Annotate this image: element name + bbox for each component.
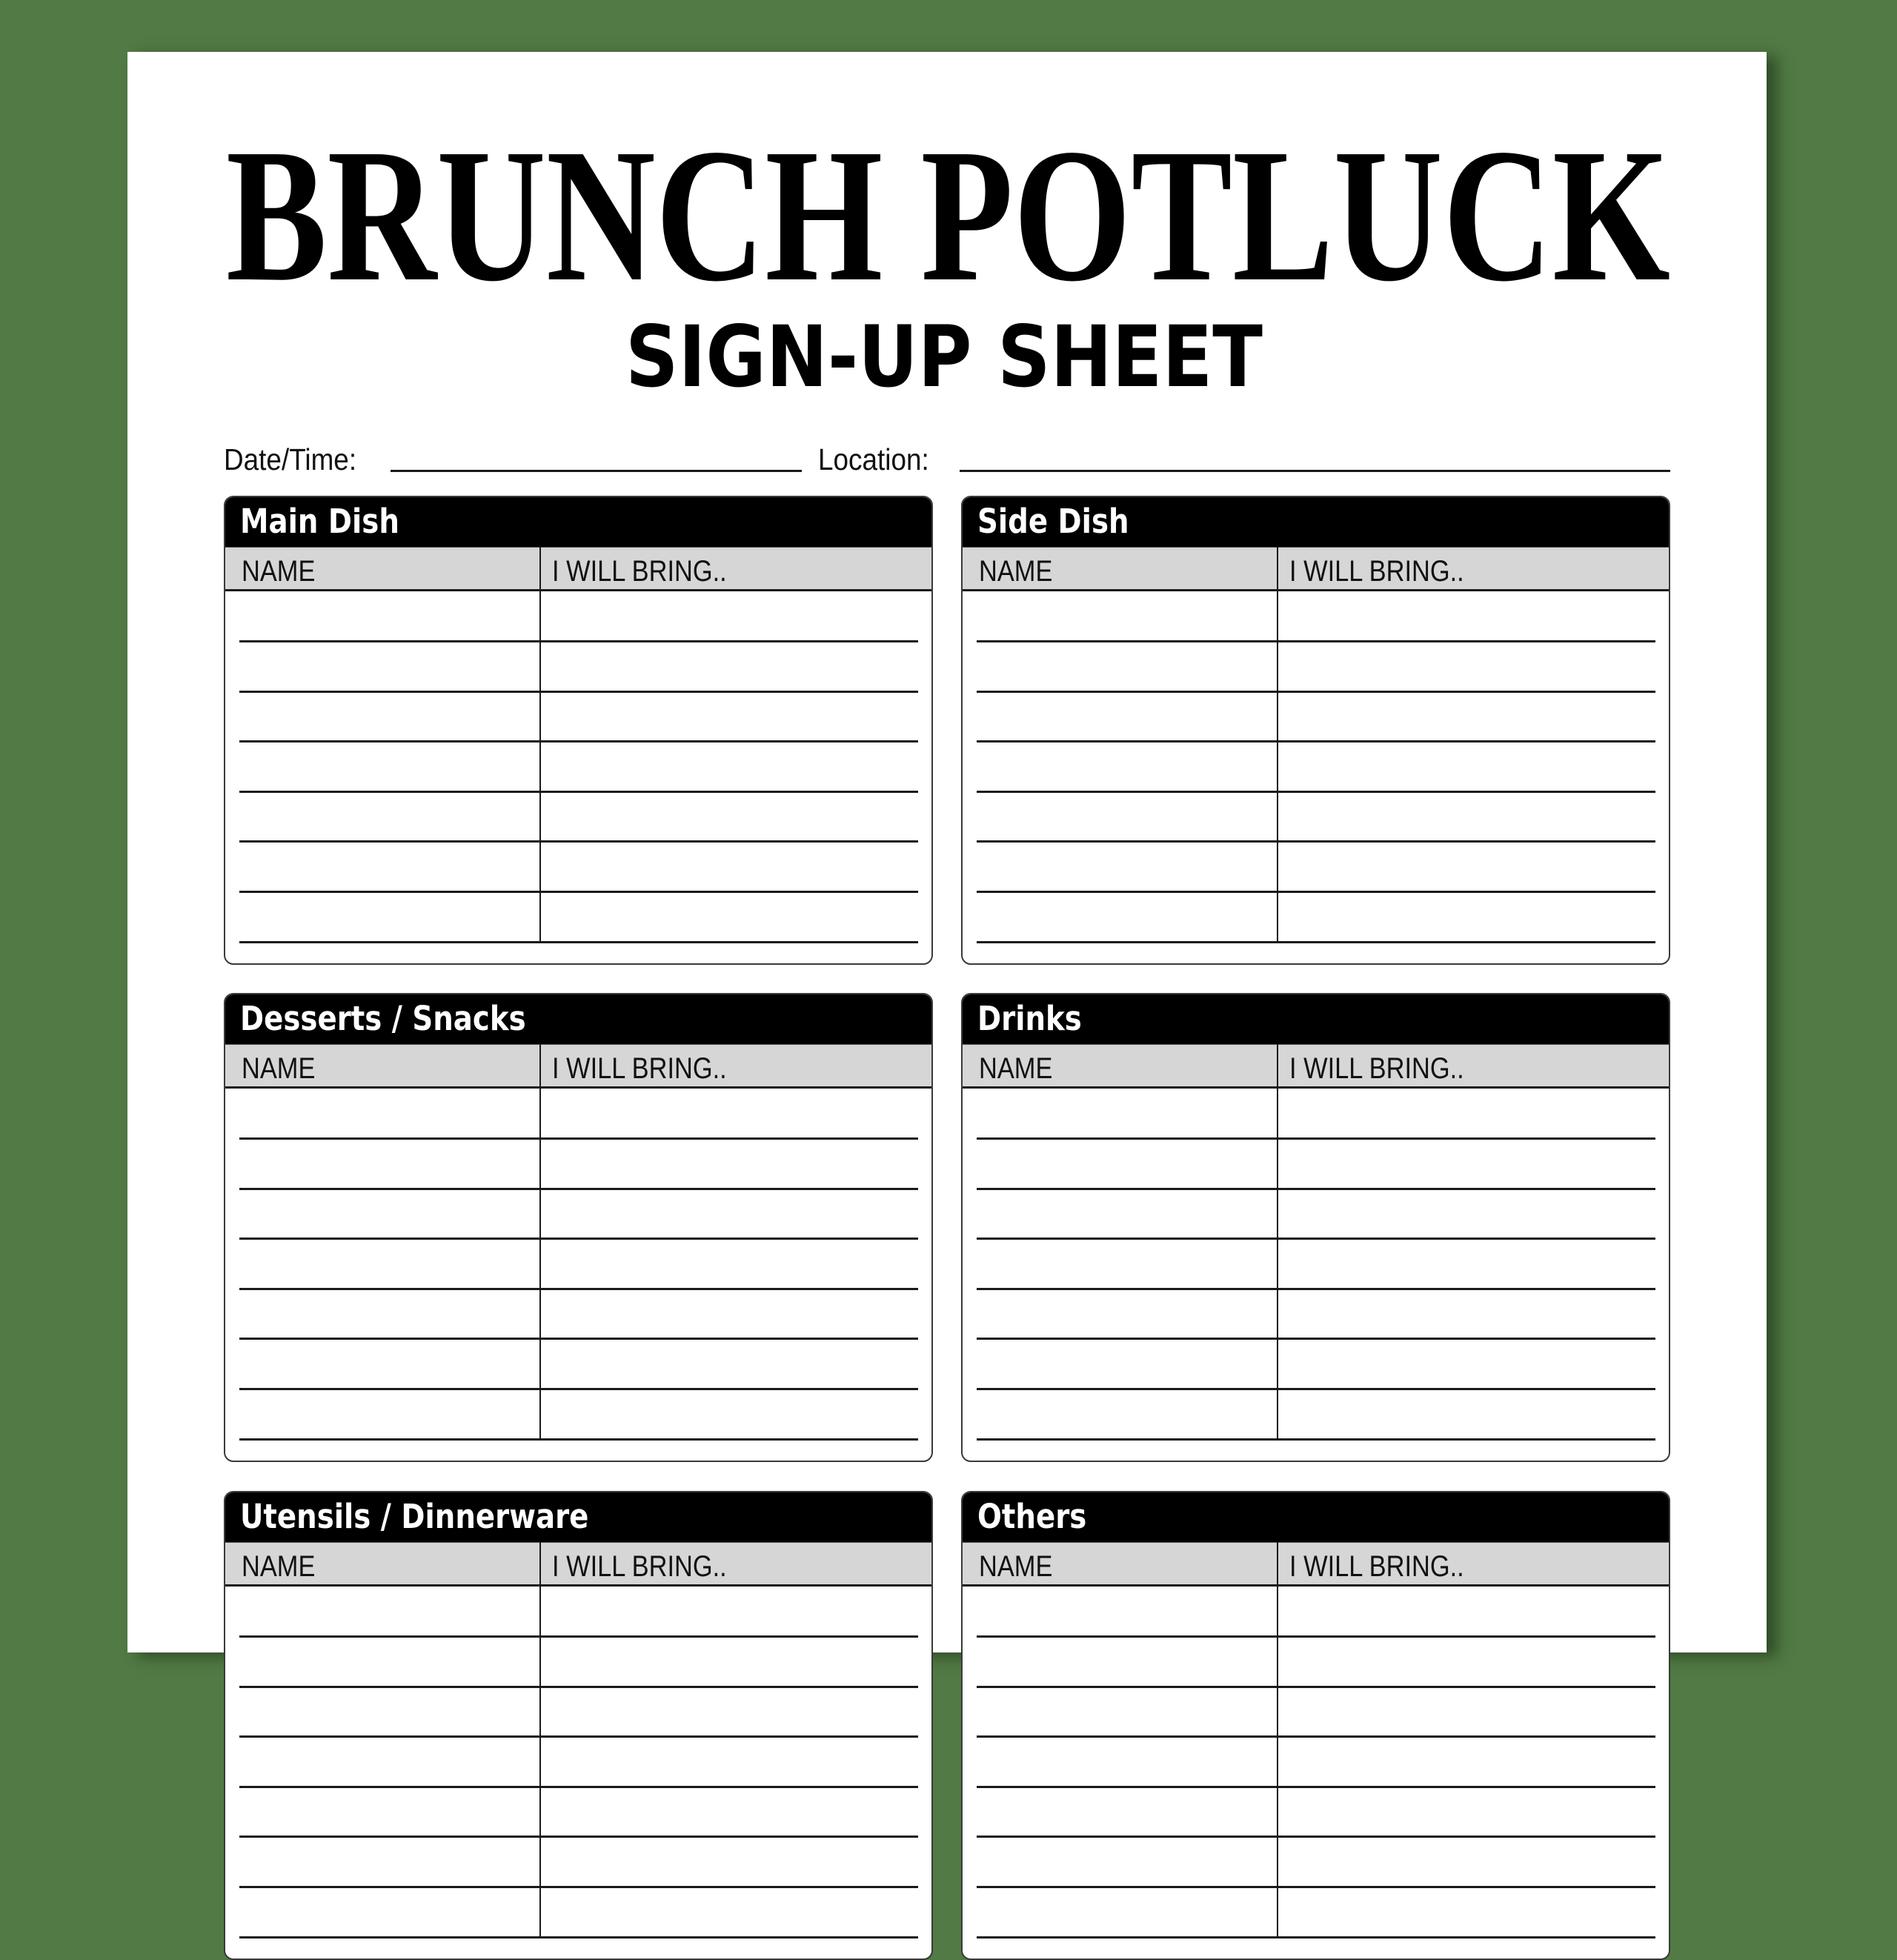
bring-cell[interactable] (542, 1139, 930, 1189)
bring-cell[interactable] (1280, 692, 1667, 742)
section-utensils-dinnerware (224, 1491, 933, 1960)
bring-cell[interactable] (1280, 1239, 1667, 1289)
bring-cell[interactable] (542, 1389, 930, 1440)
column-header-row (225, 547, 931, 591)
name-cell[interactable] (227, 591, 538, 642)
name-cell[interactable] (964, 792, 1275, 842)
bring-cell[interactable] (1280, 742, 1667, 792)
section-header (963, 994, 1669, 1044)
location-field[interactable] (960, 470, 1670, 472)
bring-cell[interactable] (542, 742, 930, 792)
location-label: Location: (818, 442, 929, 476)
name-cell[interactable] (227, 792, 538, 842)
bring-cell[interactable] (1280, 892, 1667, 943)
column-divider (1277, 1542, 1278, 1939)
column-divider (539, 547, 541, 943)
row-line (239, 941, 918, 943)
bring-cell[interactable] (542, 1787, 930, 1837)
name-cell[interactable] (227, 1787, 538, 1837)
name-cell[interactable] (227, 1189, 538, 1239)
bring-cell[interactable] (1280, 792, 1667, 842)
name-cell[interactable] (964, 842, 1275, 892)
column-divider (1277, 547, 1278, 943)
bring-cell[interactable] (542, 591, 930, 642)
column-header-row (225, 1542, 931, 1587)
column-header-row (225, 1044, 931, 1089)
bring-cell[interactable] (542, 1089, 930, 1139)
section-desserts-snacks (224, 993, 933, 1462)
row-line (977, 1936, 1655, 1939)
name-cell[interactable] (227, 1289, 538, 1339)
section-title: Utensils / Dinnerware (240, 1497, 589, 1536)
bring-cell[interactable] (542, 1339, 930, 1389)
name-cell[interactable] (964, 1139, 1275, 1189)
name-cell[interactable] (227, 842, 538, 892)
bring-cell[interactable] (1280, 1587, 1667, 1637)
name-cell[interactable] (964, 1189, 1275, 1239)
section-header (963, 1492, 1669, 1542)
name-cell[interactable] (964, 892, 1275, 943)
name-cell[interactable] (964, 1837, 1275, 1887)
bring-cell[interactable] (542, 842, 930, 892)
section-main-dish (224, 496, 933, 965)
row-line (239, 1438, 918, 1441)
name-cell[interactable] (227, 1339, 538, 1389)
bring-cell[interactable] (542, 1637, 930, 1687)
column-header-row (963, 1542, 1669, 1587)
name-cell[interactable] (227, 1389, 538, 1440)
bring-cell[interactable] (1280, 1737, 1667, 1787)
column-divider (539, 1542, 541, 1939)
row-line (977, 1438, 1655, 1441)
bring-cell[interactable] (1280, 1139, 1667, 1189)
name-cell[interactable] (227, 1737, 538, 1787)
name-cell[interactable] (227, 1139, 538, 1189)
name-cell[interactable] (227, 1239, 538, 1289)
section-title: Others (977, 1497, 1087, 1536)
bring-cell[interactable] (1280, 1089, 1667, 1139)
name-cell[interactable] (227, 1887, 538, 1938)
bring-cell[interactable] (1280, 591, 1667, 642)
column-divider (1277, 1044, 1278, 1441)
column-header-name: NAME (979, 1550, 1053, 1583)
column-header-row (963, 547, 1669, 591)
bring-cell[interactable] (542, 1737, 930, 1787)
column-header-name: NAME (979, 555, 1053, 588)
page-title (226, 109, 1671, 321)
section-title: Main Dish (240, 502, 399, 541)
name-cell[interactable] (227, 742, 538, 792)
section-header (963, 497, 1669, 547)
bring-cell[interactable] (1280, 1339, 1667, 1389)
section-drinks (961, 993, 1670, 1462)
bring-cell[interactable] (1280, 1687, 1667, 1737)
column-divider (539, 1044, 541, 1441)
name-cell[interactable] (964, 1687, 1275, 1737)
section-title: Drinks (977, 999, 1082, 1038)
name-cell[interactable] (964, 1587, 1275, 1637)
column-header-bring: I WILL BRING.. (1289, 1550, 1464, 1583)
column-header-bring: I WILL BRING.. (552, 1052, 727, 1085)
name-cell[interactable] (964, 1289, 1275, 1339)
name-cell[interactable] (227, 642, 538, 692)
column-header-name: NAME (242, 1052, 316, 1085)
bring-cell[interactable] (542, 792, 930, 842)
bring-cell[interactable] (542, 892, 930, 943)
bring-cell[interactable] (1280, 1289, 1667, 1339)
column-header-bring: I WILL BRING.. (552, 555, 727, 588)
name-cell[interactable] (227, 692, 538, 742)
bring-cell[interactable] (542, 1687, 930, 1737)
bring-cell[interactable] (1280, 1389, 1667, 1440)
name-cell[interactable] (227, 1587, 538, 1637)
name-cell[interactable] (964, 1089, 1275, 1139)
name-cell[interactable] (227, 1089, 538, 1139)
name-cell[interactable] (227, 1637, 538, 1687)
name-cell[interactable] (964, 1637, 1275, 1687)
bring-cell[interactable] (1280, 1837, 1667, 1887)
name-cell[interactable] (964, 1887, 1275, 1938)
column-header-bring: I WILL BRING.. (1289, 1052, 1464, 1085)
bring-cell[interactable] (1280, 1887, 1667, 1938)
name-cell[interactable] (964, 1787, 1275, 1837)
bring-cell[interactable] (1280, 1637, 1667, 1687)
name-cell[interactable] (227, 1687, 538, 1737)
column-header-name: NAME (242, 1550, 316, 1583)
section-title: Desserts / Snacks (240, 999, 526, 1038)
column-header-name: NAME (242, 555, 316, 588)
column-header-bring: I WILL BRING.. (552, 1550, 727, 1583)
date-time-field[interactable] (391, 470, 802, 472)
section-header (225, 1492, 931, 1542)
bring-cell[interactable] (542, 692, 930, 742)
name-cell[interactable] (964, 742, 1275, 792)
page-subtitle (625, 308, 1263, 406)
name-cell[interactable] (964, 1389, 1275, 1440)
bring-cell[interactable] (1280, 642, 1667, 692)
name-cell[interactable] (227, 892, 538, 943)
bring-cell[interactable] (542, 1887, 930, 1938)
section-header (225, 994, 931, 1044)
bring-cell[interactable] (1280, 1787, 1667, 1837)
name-cell[interactable] (964, 1339, 1275, 1389)
name-cell[interactable] (964, 1239, 1275, 1289)
column-header-name: NAME (979, 1052, 1053, 1085)
name-cell[interactable] (964, 1737, 1275, 1787)
section-title: Side Dish (977, 502, 1129, 541)
column-header-bring: I WILL BRING.. (1289, 555, 1464, 588)
subtitle-text: SIGN-UP SHEET (625, 308, 1263, 406)
bring-cell[interactable] (542, 1289, 930, 1339)
bring-cell[interactable] (542, 1189, 930, 1239)
name-cell[interactable] (227, 1837, 538, 1887)
bring-cell[interactable] (542, 642, 930, 692)
section-side-dish (961, 496, 1670, 965)
bring-cell[interactable] (542, 1837, 930, 1887)
row-line (977, 941, 1655, 943)
bring-cell[interactable] (1280, 1189, 1667, 1239)
row-line (239, 1936, 918, 1939)
date-time-label: Date/Time: (224, 442, 357, 476)
bring-cell[interactable] (542, 1239, 930, 1289)
bring-cell[interactable] (1280, 842, 1667, 892)
title-text: BRUNCH POTLUCK (226, 109, 1671, 321)
bring-cell[interactable] (542, 1587, 930, 1637)
column-header-row (963, 1044, 1669, 1089)
name-cell[interactable] (964, 642, 1275, 692)
section-header (225, 497, 931, 547)
section-others (961, 1491, 1670, 1960)
name-cell[interactable] (964, 692, 1275, 742)
name-cell[interactable] (964, 591, 1275, 642)
